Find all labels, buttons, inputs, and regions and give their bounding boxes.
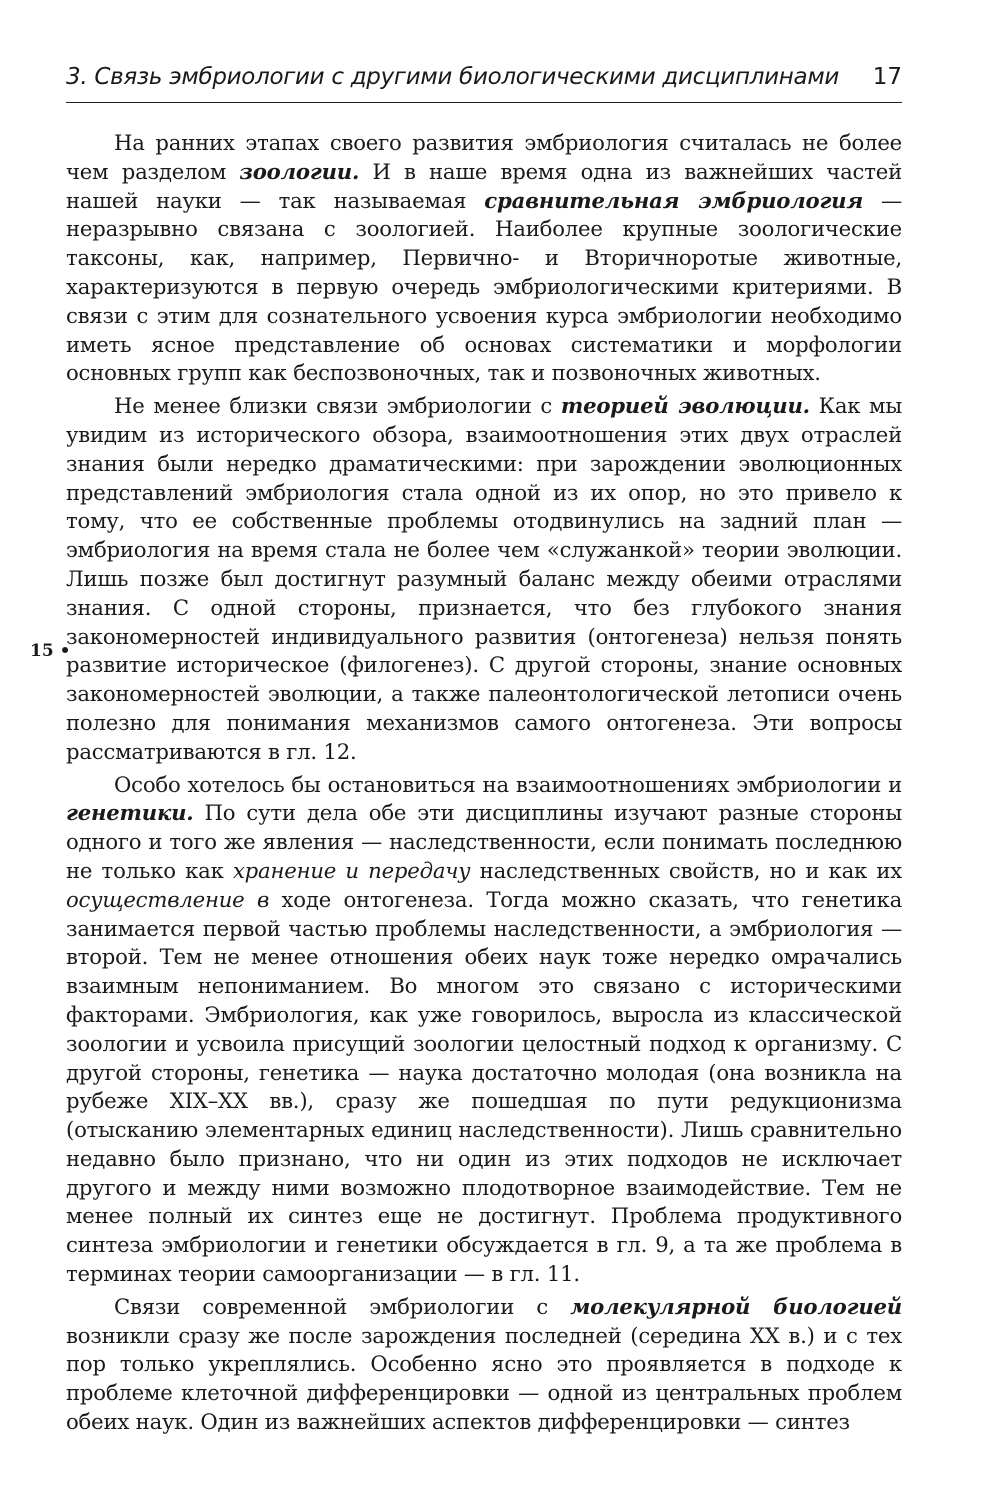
text-run: — неразрывно связана с зоологией. Наиболее крупные зоологические таксоны, как, например, Первично- и Вторичноротые животные, характеризуются в первую очередь эмбриологическими критериями. В связи с этим для сознательного усвоения курса эмбриологии необходимо иметь ясное представление об основах систематики и морфологии основных групп как беспозвоночных, так и позвоночных животных. bbox=[66, 187, 902, 386]
paragraph-zoology bbox=[66, 129, 902, 388]
margin-page-marker: 15 • bbox=[30, 641, 71, 661]
text-run: По сути дела обе эти дисциплины изучают разные стороны одного и того же явления — наследственности, если понимать последнюю не только как bbox=[66, 800, 902, 883]
text-run: Особо хотелось бы остановиться на взаимоотношениях эмбриологии и bbox=[114, 771, 902, 797]
text-run: На ранних этапах своего развития эмбриология считалась не более чем разделом bbox=[66, 130, 902, 184]
text-run: Связи современной эмбриологии с bbox=[114, 1293, 571, 1319]
paragraph-molecular-biology bbox=[66, 1293, 902, 1437]
term-genetics: генетики. bbox=[66, 800, 194, 826]
paragraph-evolution bbox=[66, 392, 902, 766]
text-run: Как мы увидим из исторического обзора, взаимоотношения этих двух отраслей знания были нередко драматическими: при зарождении эволюционных представлений эмбриология стала одной из их опор, но это привело к тому, что ее собственные проблемы отодвинулись на задний план — эмбриология на время стала не более чем «служанкой» теории эволюции. Лишь позже был достигнут разумный баланс между обеими отраслями знания. С одной стороны, признается, что без глубокого знания закономерностей индивидуального развития (онтогенеза) нельзя понять развитие историческое (филогенез). С другой стороны, знание основных закономерностей эволюции, а также палеонтологической летописи очень полезно для понимания механизмов самого онтогенеза. Эти вопросы рассматриваются в гл. 12. bbox=[66, 393, 902, 764]
emphasis-storage-transfer: хранение и передачу bbox=[232, 857, 471, 883]
text-run: ходе онтогенеза. Тогда можно сказать, что генетика занимается первой частью проблемы наследственности, а эмбриология — второй. Тем не менее отношения обеих наук тоже нередко омрачались взаимным непониманием. Во многом это связано с историческими факторами. Эмбриология, как уже говорилось, выросла из классической зоологии и усвоила присущий зоологии целостный подход к организму. С другой стороны, генетика — наука достаточно молодая (она возникла на рубеже XIX–XX вв.), сразу же пошедшая по пути редукционизма (отысканию элементарных единиц наследственности). Лишь сравнительно недавно было признано, что ни один из этих подходов не исключает другого и между ними возможно плодотворное взаимодействие. Тем не менее полный их синтез еще не достигнут. Проблема продуктивного синтеза эмбриологии и генетики обсуждается в гл. 9, а та же проблема в терминах теории самоорганизации — в гл. 11. bbox=[66, 886, 902, 1287]
text-run: возникли сразу же после зарождения последней (середина XX в.) и с тех пор только укреплялись. Особенно ясно это проявляется в подходе к проблеме клеточной дифференцировки — одной из центральных проблем обеих наук. Один из важнейших аспектов дифференцировки — синтез bbox=[66, 1322, 902, 1435]
term-evolution-theory: теорией эволюции. bbox=[560, 393, 810, 419]
term-molecular-biology: молекулярной биологией bbox=[570, 1293, 903, 1319]
text-run: Не менее близки связи эмбриологии с bbox=[114, 393, 561, 419]
emphasis-realization: осуществление в bbox=[66, 886, 270, 912]
text-run: наследственных свойств, но и как их bbox=[470, 857, 903, 883]
term-comparative-embryology: сравнительная эмбриология bbox=[484, 187, 864, 213]
page-header bbox=[66, 58, 902, 103]
page-number: 17 bbox=[872, 64, 902, 90]
text-run: И в наше время одна из важнейших частей нашей науки — так называемая bbox=[66, 158, 902, 213]
paragraph-genetics bbox=[66, 771, 902, 1289]
body-text bbox=[66, 129, 902, 1441]
term-zoology: зоологии. bbox=[239, 158, 360, 184]
running-title: 3. Связь эмбриологии с другими биологическими дисциплинами bbox=[66, 64, 840, 90]
